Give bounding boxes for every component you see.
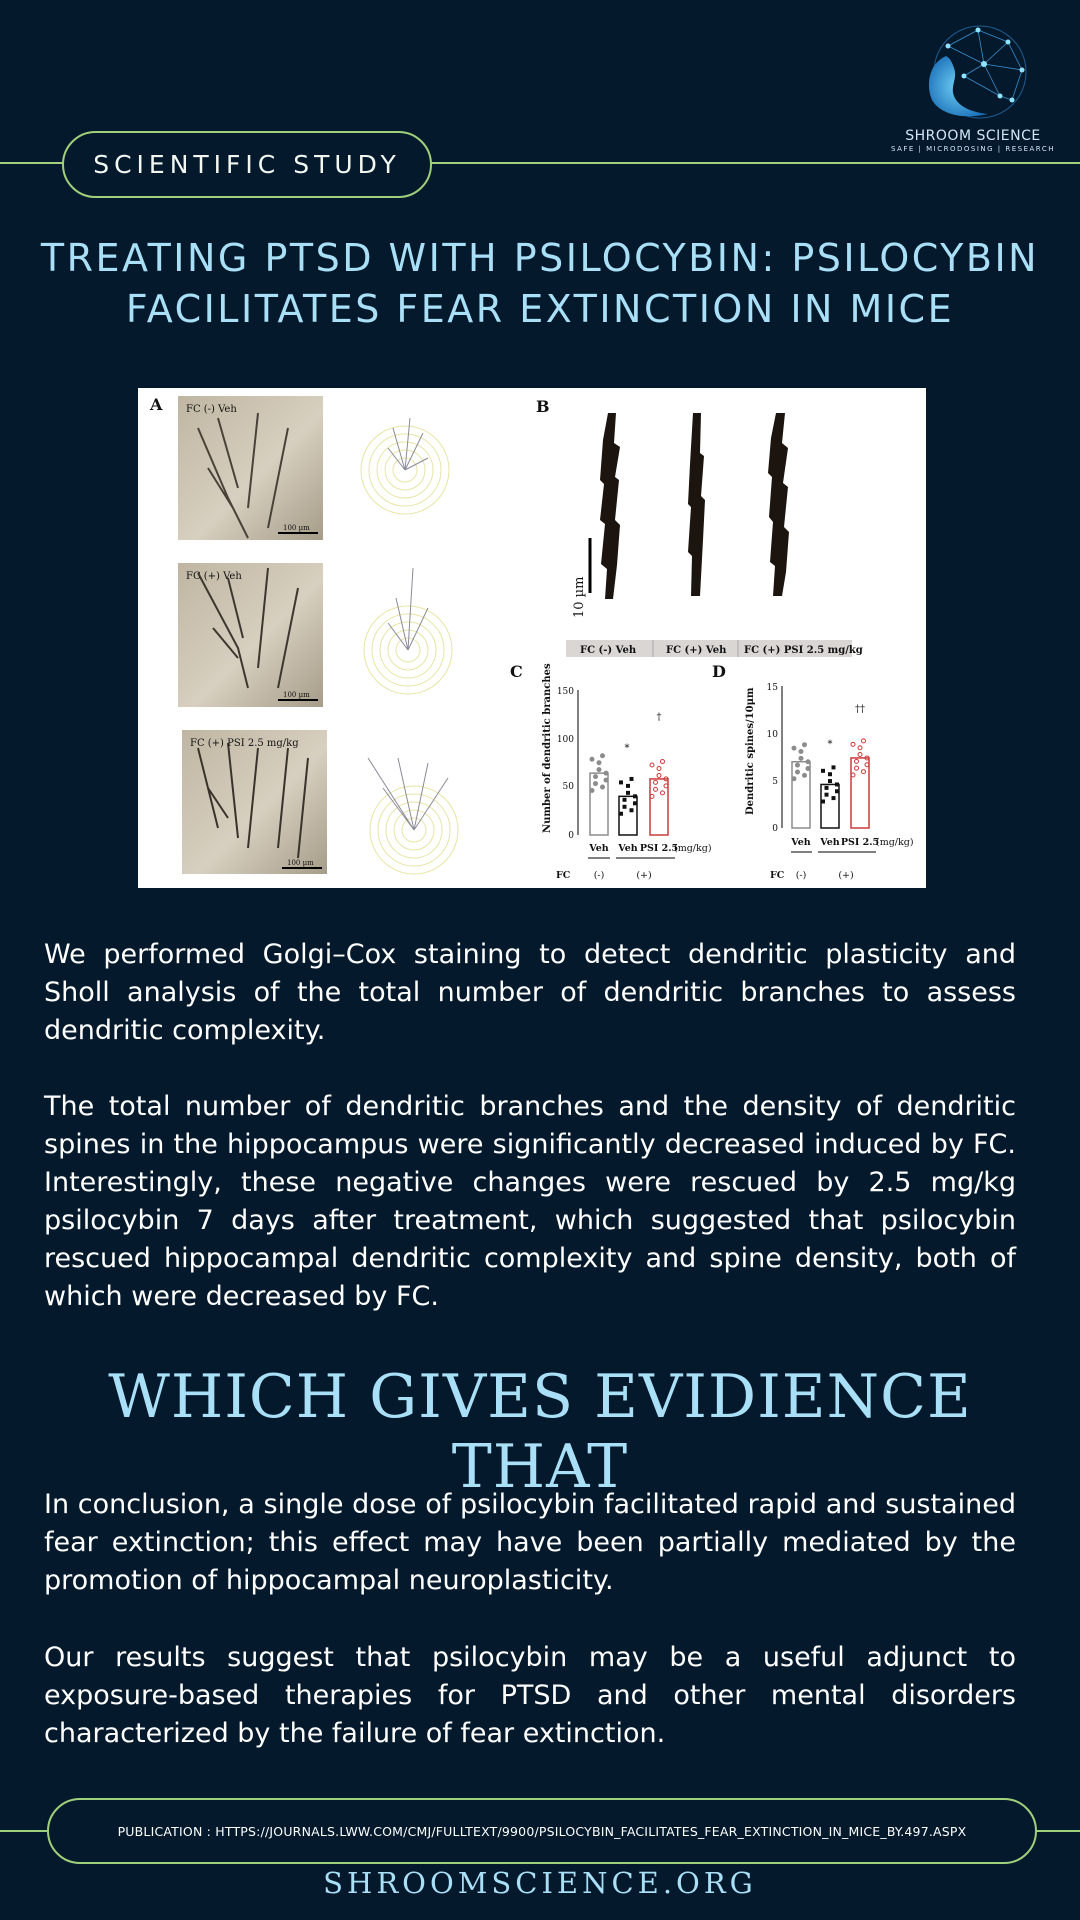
chart-c-cat: Veh <box>589 843 609 854</box>
chart-c-tick: 100 <box>556 735 574 745</box>
chart-c-fc-plus: (+) <box>636 870 652 881</box>
chart-point <box>806 767 810 771</box>
chart-point <box>799 756 803 760</box>
study-figure <box>138 388 926 888</box>
chart-point <box>590 789 594 793</box>
spine-label-2: FC (+) Veh <box>666 645 727 656</box>
chart-point <box>828 779 832 783</box>
chart-point <box>835 789 839 793</box>
chart-dendritic-branches <box>542 663 712 881</box>
chart-point <box>619 780 623 784</box>
micrograph-3-scale: 100 µm <box>287 859 314 867</box>
chart-point <box>862 739 866 743</box>
chart-point <box>803 773 807 777</box>
tag-label: SCIENTIFIC STUDY <box>93 150 401 179</box>
spine-label-1: FC (-) Veh <box>580 645 637 656</box>
chart-d-fc-plus: (+) <box>838 870 854 881</box>
micrograph-1 <box>178 396 323 540</box>
chart-d-ticks <box>767 683 779 834</box>
chart-point <box>825 793 829 797</box>
chart-point <box>792 777 796 781</box>
chart-point <box>799 750 803 754</box>
chart-point <box>806 760 810 764</box>
chart-point <box>623 805 627 809</box>
chart-point <box>657 766 661 770</box>
chart-point <box>630 808 634 812</box>
chart-c-cat: Veh <box>618 843 638 854</box>
chart-d-tick: 10 <box>766 730 778 740</box>
micrograph-3-label: FC (+) PSI 2.5 mg/kg <box>190 738 299 749</box>
chart-c-sig: * <box>624 743 630 754</box>
chart-point <box>626 791 630 795</box>
spine-label-strip <box>566 640 863 657</box>
chart-point <box>858 753 862 757</box>
chart-point <box>862 770 866 774</box>
chart-point <box>796 763 800 767</box>
publication-link-pill[interactable] <box>47 1798 1037 1864</box>
site-url[interactable]: SHROOMSCIENCE.ORG <box>323 1866 757 1900</box>
chart-d-bars <box>792 739 869 828</box>
chart-point <box>661 791 665 795</box>
chart-point <box>851 742 855 746</box>
scientific-study-tag <box>62 131 432 198</box>
paragraph-results: The total number of dendritic branches and the density of dendritic spines in the hippocampus were significantly decreased induced by FC. Interestingly, these negative changes were rescued by 2.5 mg/kg psilocybin 7 days after treatment, which suggested that psilocybin rescued hippocampal dendritic complexity and spine density, both of which were decreased by FC. <box>44 1091 1016 1312</box>
chart-point <box>661 760 665 764</box>
paragraph-conclusion: In conclusion, a single dose of psilocybin facilitated rapid and sustained fear extinction; this effect may have been partially mediated by the promotion of hippocampal neuroplasticity. <box>44 1489 1016 1596</box>
footer-rule-right <box>1030 1830 1080 1832</box>
header-rule-left <box>0 162 70 164</box>
publication-link[interactable]: PUBLICATION : HTTPS://JOURNALS.LWW.COM/CMJ/FULLTEXT/9900/PSILOCYBIN_FACILITATES_FEAR_EXTINCTION_IN_MICE_BY.497.ASPX <box>117 1823 967 1839</box>
panel-a-label: A <box>150 395 163 414</box>
chart-d-cat: PSI 2.5 <box>840 837 880 848</box>
chart-point <box>601 785 605 789</box>
chart-c-ylabel: Number of dendritic branches <box>542 663 553 833</box>
chart-d-ylabel: Dendritic spines/10μm <box>745 687 756 815</box>
chart-c-sig: † <box>656 712 662 723</box>
chart-point <box>828 772 832 776</box>
evidence-heading: WHICH GIVES EVIDIENCE THAT <box>108 1362 972 1502</box>
chart-d-tick: 5 <box>772 777 778 787</box>
chart-bar <box>851 758 869 828</box>
micrograph-3 <box>182 730 327 874</box>
chart-c-ticks <box>557 687 574 841</box>
chart-point <box>821 799 825 803</box>
chart-point <box>597 768 601 772</box>
chart-point <box>597 761 601 765</box>
micrograph-1-scale: 100 µm <box>283 524 310 532</box>
chart-c-bars <box>590 754 668 835</box>
chart-point <box>821 769 825 773</box>
chart-point <box>858 746 862 750</box>
chart-c-fc-minus: (-) <box>593 870 605 881</box>
chart-point <box>835 782 839 786</box>
chart-c-tick: 0 <box>568 831 574 841</box>
chart-point <box>619 812 623 816</box>
micrograph-2-scale: 100 µm <box>283 691 310 699</box>
micrograph-2 <box>178 563 323 707</box>
page-title: TREATING PTSD WITH PSILOCYBIN: PSILOCYBIN FACILITATES FEAR EXTINCTION IN MICE <box>40 236 1040 332</box>
panel-c-label: C <box>510 662 523 681</box>
chart-d-tick: 0 <box>772 824 778 834</box>
sholl-analysis-3 <box>368 758 458 874</box>
chart-point <box>796 770 800 774</box>
chart-point <box>855 766 859 770</box>
chart-point <box>855 759 859 763</box>
panel-d-label: D <box>712 662 726 681</box>
paragraph-methods: We performed Golgi–Cox staining to detect dendritic plasticity and Sholl analysis of the total number of dendritic branches to assess dendritic complexity. <box>44 939 1016 1046</box>
spine-scale-label: 10 µm <box>572 576 587 618</box>
chart-point <box>623 798 627 802</box>
chart-d-sig: †† <box>855 704 865 715</box>
chart-point <box>792 746 796 750</box>
logo-name: SHROOM SCIENCE <box>905 128 1041 144</box>
chart-point <box>633 801 637 805</box>
chart-dendritic-spines <box>745 683 914 881</box>
chart-point <box>803 743 807 747</box>
chart-c-fc: FC <box>556 870 571 881</box>
chart-point <box>630 777 634 781</box>
chart-point <box>626 784 630 788</box>
chart-point <box>633 794 637 798</box>
dendrite-spine-images <box>600 413 789 599</box>
chart-point <box>604 771 608 775</box>
spine-label-3: FC (+) PSI 2.5 mg/kg <box>744 645 863 656</box>
micrograph-2-label: FC (+) Veh <box>186 571 242 582</box>
chart-d-sig: * <box>827 739 833 750</box>
chart-d-fc: FC <box>770 870 785 881</box>
chart-c-tick: 150 <box>556 687 574 697</box>
chart-point <box>650 763 654 767</box>
chart-point <box>604 778 608 782</box>
chart-d-tick: 15 <box>766 683 778 693</box>
chart-point <box>601 754 605 758</box>
chart-c-unit: (mg/kg) <box>674 843 712 854</box>
chart-point <box>832 796 836 800</box>
micrograph-1-label: FC (-) Veh <box>186 404 237 415</box>
chart-bar <box>792 762 810 828</box>
chart-point <box>832 765 836 769</box>
panel-b-label: B <box>536 397 550 416</box>
chart-d-fc-minus: (-) <box>795 870 807 881</box>
paragraph-implications: Our results suggest that psilocybin may be a useful adjunct to exposure-based therapies for PTSD and other mental disorders characterized by the failure of fear extinction. <box>44 1642 1016 1749</box>
chart-point <box>657 773 661 777</box>
chart-point <box>590 757 594 761</box>
chart-c-tick: 50 <box>562 782 574 792</box>
sholl-analysis-2 <box>364 568 452 694</box>
chart-point <box>654 787 658 791</box>
chart-d-unit: (mg/kg) <box>876 837 914 848</box>
logo-tagline: SAFE | MICRODOSING | RESEARCH <box>891 145 1055 153</box>
sholl-analysis-1 <box>361 418 449 514</box>
chart-point <box>594 782 598 786</box>
chart-point <box>825 786 829 790</box>
chart-point <box>594 775 598 779</box>
chart-point <box>654 780 658 784</box>
chart-d-cat: Veh <box>791 837 811 848</box>
header-rule-right <box>430 162 1080 164</box>
chart-d-cat: Veh <box>820 837 840 848</box>
chart-c-cat: PSI 2.5 <box>639 843 679 854</box>
